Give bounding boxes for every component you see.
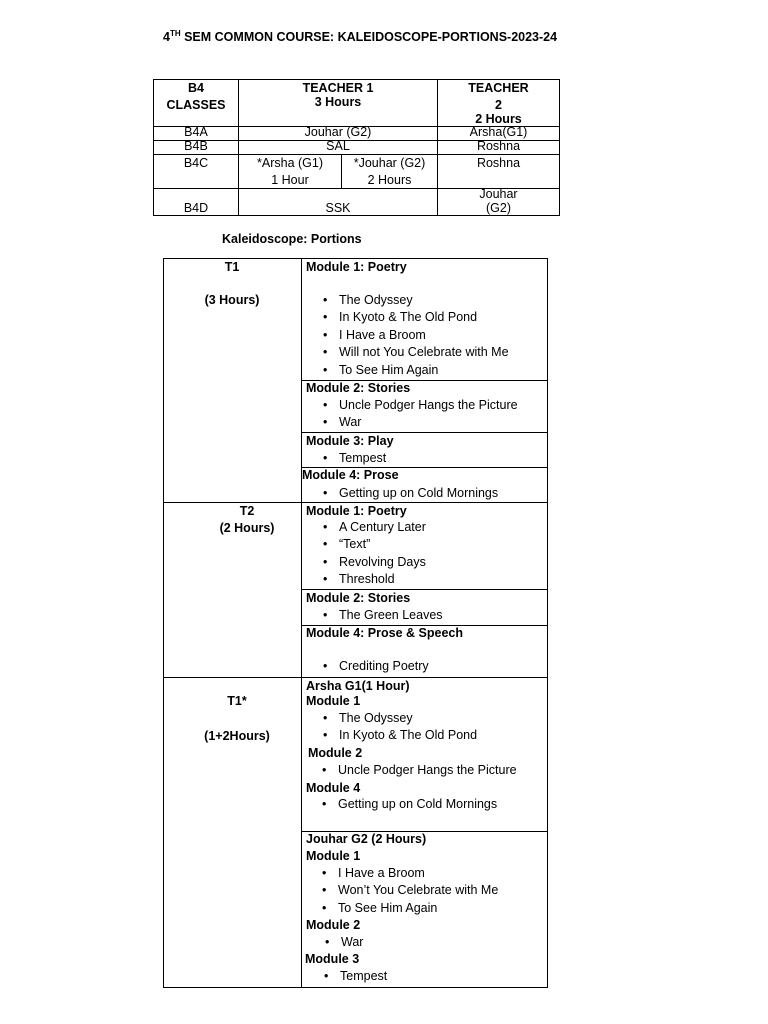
header-teacher1-hours: 3 Hours	[314, 95, 362, 109]
g2-module1-list	[305, 865, 498, 917]
row-b4d-class: B4D	[183, 201, 209, 215]
t2-module4-list	[306, 658, 429, 675]
row-b4d-teacher2-group: (G2)	[486, 201, 511, 215]
list-item: • Revolving Days	[306, 554, 426, 571]
list-item: • War	[308, 934, 363, 951]
list-item: • The Green Leaves	[306, 607, 443, 624]
g2-title: Jouhar G2 (2 Hours)	[306, 832, 427, 846]
section-t1-hours: (3 Hours)	[204, 293, 260, 307]
header-teacher2-hours: 2 Hours	[475, 112, 522, 126]
list-item: • Won’t You Celebrate with Me	[305, 882, 498, 899]
g1-module2-list	[305, 762, 517, 779]
row-b4c-teacher1b: *Jouhar (G2)	[353, 156, 426, 170]
header-classes: B4	[188, 81, 204, 95]
table-border	[163, 987, 548, 988]
t1-module3-title: Module 3: Play	[306, 434, 394, 448]
row-b4a-class: B4A	[184, 125, 208, 139]
list-item: • A Century Later	[306, 519, 426, 536]
g1-module2-title: Module 2	[308, 746, 363, 760]
list-item: • Will not You Celebrate with Me	[306, 344, 509, 361]
t1-module1-title: Module 1: Poetry	[306, 260, 407, 274]
list-item: • Uncle Podger Hangs the Picture	[306, 397, 518, 414]
t1-module4-list	[306, 485, 498, 502]
t2-module2-title: Module 2: Stories	[306, 591, 411, 605]
module-divider	[301, 432, 548, 433]
document-title: 4TH SEM COMMON COURSE: KALEIDOSCOPE-PORTIONS-2023-24	[163, 29, 558, 44]
list-item: • I Have a Broom	[306, 327, 509, 344]
section-t2-hours: (2 Hours)	[219, 521, 275, 535]
list-item: • Threshold	[306, 571, 426, 588]
list-item: • In Kyoto & The Old Pond	[306, 727, 477, 744]
portions-heading: Kaleidoscope: Portions	[222, 232, 362, 246]
g1-module1-list	[306, 710, 477, 745]
row-b4c-teacher1a-hours: 1 Hour	[271, 173, 309, 187]
list-item: • Tempest	[306, 450, 386, 467]
header-teacher2: TEACHER	[468, 81, 529, 95]
t2-module2-list	[306, 607, 443, 624]
g2-module2-list	[308, 934, 363, 951]
module-divider	[301, 589, 548, 590]
list-item: • Tempest	[307, 968, 387, 985]
row-b4c-teacher1a: *Arsha (G1)	[257, 156, 323, 170]
row-b4c-teacher1b-hours: 2 Hours	[367, 173, 412, 187]
header-classes-line2: CLASSES	[166, 98, 226, 112]
list-item: • Uncle Podger Hangs the Picture	[305, 762, 517, 779]
t1-module2-title: Module 2: Stories	[306, 381, 411, 395]
g1-title: Arsha G1(1 Hour)	[306, 679, 410, 693]
t1-module3-list	[306, 450, 386, 467]
section-t1star-label: T1*	[227, 694, 247, 708]
section-t1-label: T1	[224, 260, 240, 274]
list-item: • To See Him Again	[306, 362, 509, 379]
list-item: • Getting up on Cold Mornings	[305, 796, 497, 813]
g2-module2-title: Module 2	[306, 918, 361, 932]
g1-module4-title: Module 4	[306, 781, 361, 795]
section-t2-label: T2	[239, 504, 255, 518]
header-teacher1: TEACHER 1	[302, 81, 374, 95]
list-item: • The Odyssey	[306, 292, 509, 309]
table-border	[163, 258, 164, 988]
list-item: • War	[306, 414, 518, 431]
g1-module1-title: Module 1	[306, 694, 361, 708]
list-item: • To See Him Again	[305, 900, 498, 917]
t2-module4-title: Module 4: Prose & Speech	[306, 626, 463, 640]
row-b4d-teacher1: SSK	[325, 201, 351, 215]
t1-module4-title: Module 4: Prose	[302, 468, 399, 482]
header-teacher2-number: 2	[495, 98, 502, 112]
g2-module1-title: Module 1	[306, 849, 361, 863]
table-col-divider	[301, 258, 302, 988]
list-item: • Getting up on Cold Mornings	[306, 485, 498, 502]
t2-module1-title: Module 1: Poetry	[306, 504, 407, 518]
row-b4b-class: B4B	[184, 139, 208, 153]
row-b4a-teacher1: Jouhar (G2)	[304, 125, 372, 139]
list-item: • Crediting Poetry	[306, 658, 429, 675]
g2-module3-title: Module 3	[305, 952, 360, 966]
t1-module1-list	[306, 292, 509, 379]
t2-module1-list	[306, 519, 426, 589]
list-item: • In Kyoto & The Old Pond	[306, 309, 509, 326]
table-border	[153, 79, 560, 80]
section-divider	[163, 677, 548, 678]
g2-module3-list	[307, 968, 387, 985]
row-b4c-class: B4C	[183, 156, 209, 170]
table-border	[547, 258, 548, 988]
row-b4b-teacher1: SAL	[326, 139, 350, 153]
list-item: • “Text”	[306, 536, 426, 553]
list-item: • I Have a Broom	[305, 865, 498, 882]
row-b4b-teacher2: Roshna	[476, 139, 521, 153]
g1-module4-list	[305, 796, 497, 813]
row-b4a-teacher2: Arsha(G1)	[469, 125, 528, 139]
table-border	[163, 258, 548, 259]
row-b4c-teacher2: Roshna	[476, 156, 521, 170]
section-t1star-hours: (1+2Hours)	[204, 729, 270, 743]
table-row-divider	[153, 154, 560, 155]
t1-module2-list	[306, 397, 518, 432]
list-item: • The Odyssey	[306, 710, 477, 727]
row-b4d-teacher2: Jouhar	[479, 187, 518, 201]
